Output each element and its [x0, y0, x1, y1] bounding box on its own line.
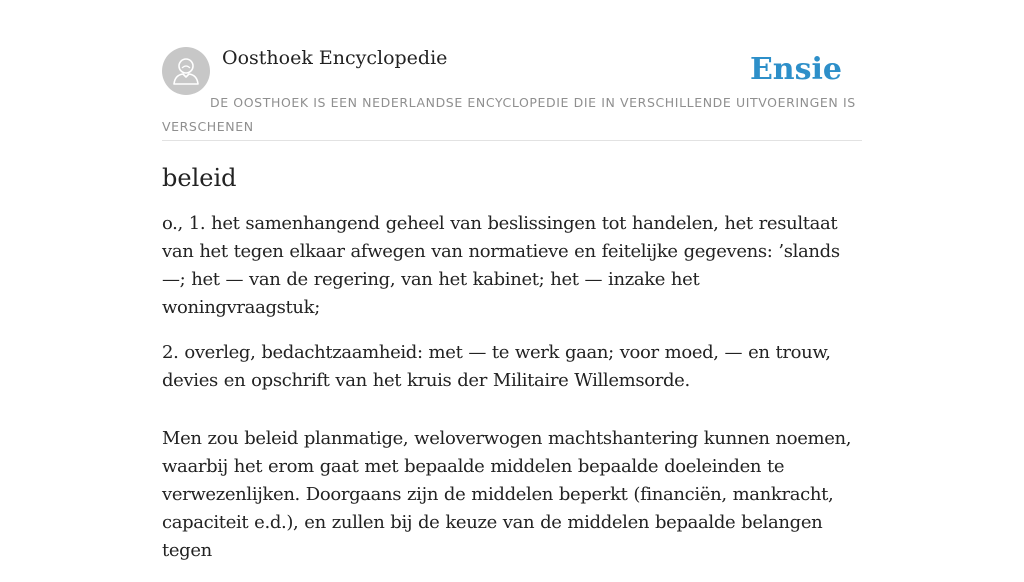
article [162, 160, 862, 582]
brand-logo[interactable]: Ensie [749, 52, 842, 87]
description-paragraph: Men zou beleid planmatige, weloverwogen machtshantering kunnen noemen, waarbij het erom gaat met bepaalde middelen bepaalde doeleinden te verwezenlijken. Doorgaans zijn de middelen beperkt (financiën, mankracht, capaciteit e.d.), en zullen bij de keuze van de middelen bepaalde belangen tegen [162, 428, 852, 561]
source-header [162, 46, 862, 141]
definition-paragraph: 2. overleg, bedachtzaamheid: met — te werk gaan; voor moed, — en trouw, devies en opschrift van het kruis der Militaire Willemsorde. [162, 342, 831, 391]
page-title: beleid [162, 164, 237, 192]
source-title[interactable]: Oosthoek Encyclopedie [222, 47, 448, 69]
source-description: DE OOSTHOEK IS EEN NEDERLANDSE ENCYCLOPEDIE DIE IN VERSCHILLENDE UITVOERINGEN IS VERSCHENEN [162, 95, 856, 134]
definition-paragraph: o., 1. het samenhangend geheel van beslissingen tot handelen, het resultaat van het tegen elkaar afwegen van normatieve en feitelijke gegevens: ’slands —; het — van de regering, van het kabinet; het — inzake het woningvraagstuk; [162, 213, 840, 318]
user-icon[interactable] [162, 47, 210, 95]
